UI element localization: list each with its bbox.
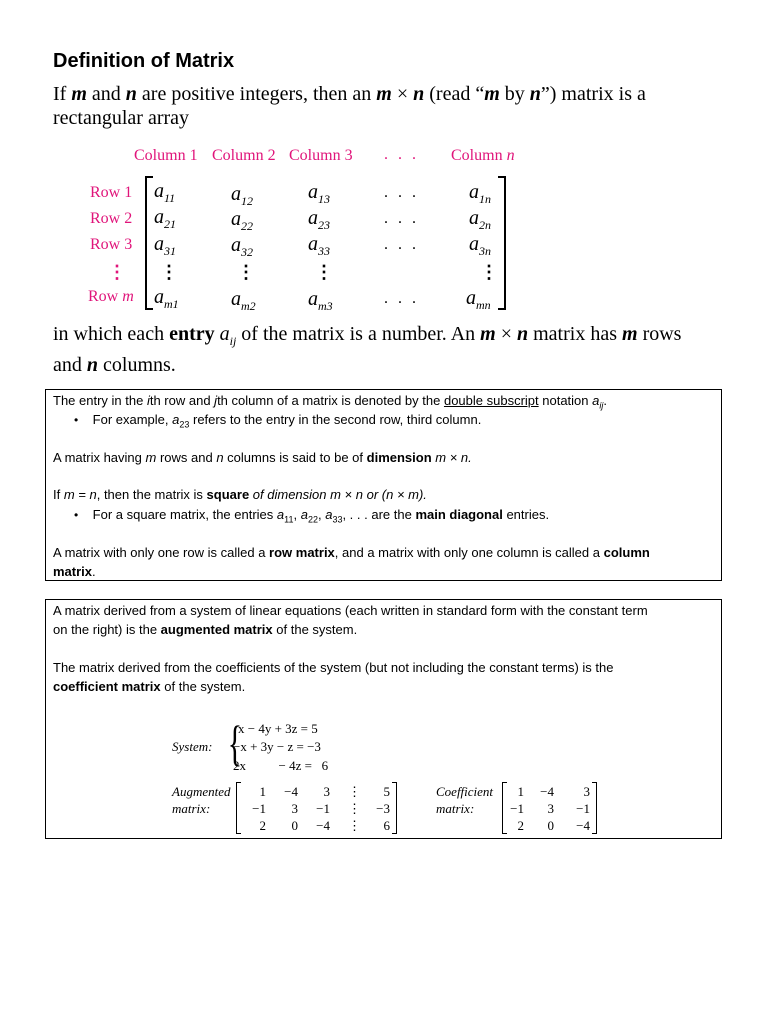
vdots-coln: ⋮: [480, 262, 498, 282]
bullet-example: • For example, $a_{23}$ refers to the entry in the second row, third column.: [74, 412, 482, 430]
system-eq-2: −x + 3y − z = −3: [233, 739, 321, 754]
aug-r3c1: 2: [259, 818, 266, 833]
aug-r2c1: −1: [252, 801, 266, 816]
entry-notation-line: The entry in the ith row and jth column of a matrix is denoted by the double subscript notation $a_{ij}$.: [53, 393, 607, 411]
row2-hdots: . . .: [384, 210, 419, 227]
aug-r1c4: 5: [383, 784, 390, 799]
column-header-ellipsis: . . .: [384, 146, 419, 163]
entry-am1: $a_{m1}$: [154, 286, 179, 311]
entry-a11: $a_{11}$: [154, 180, 176, 205]
aug-r2c2: 3: [291, 801, 298, 816]
column-matrix-line: matrix.: [53, 564, 96, 579]
system-label: System:: [172, 739, 213, 754]
augmented-left-bracket: [236, 782, 241, 834]
row3-hdots: . . .: [384, 236, 419, 253]
coef-r1c3: 3: [583, 784, 590, 799]
row-label-vdots: ⋮: [108, 262, 126, 282]
augmented-label-1: Augmented: [172, 784, 231, 799]
entry-amn: $a_{mn}$: [466, 287, 491, 312]
entry-a31: $a_{31}$: [154, 233, 176, 258]
bullet-main-diagonal: • For a square matrix, the entries $a_{11}$, $a_{22}$, $a_{33}$, . . . are the main diagonal entries.: [74, 507, 550, 525]
aug-r2c3: −1: [316, 801, 330, 816]
vdots-col3: ⋮: [315, 262, 333, 282]
augmented-right-bracket: [392, 782, 397, 834]
entry-a33: $a_{33}$: [308, 233, 330, 258]
augmented-label-2: matrix:: [172, 801, 211, 816]
row-label-1: Row 1: [90, 184, 133, 201]
entry-paragraph: in which each entry $a_{ij}$ of the matrix is a number. An m × n matrix has m rows and n columns.: [53, 323, 682, 376]
system-eq-1: x − 4y + 3z = 5: [238, 721, 318, 736]
aug-r1c2: −4: [284, 784, 298, 799]
entry-a1n: $a_{1n}$: [469, 181, 491, 206]
column-header-1: Column 1: [134, 147, 198, 164]
row-label-m: Row m: [88, 288, 134, 305]
column-header-3: Column 3: [289, 147, 353, 164]
dimension-line: A matrix having m rows and n columns is said to be of dimension m × n.: [53, 450, 472, 465]
entry-a22: $a_{22}$: [231, 208, 253, 233]
coef-r3c2: 0: [547, 818, 554, 833]
column-header-n: Column n: [451, 147, 515, 164]
row-label-3: Row 3: [90, 236, 133, 253]
system-eq-3: 2x − 4z = 6: [233, 758, 329, 773]
matrix-right-bracket: [498, 176, 506, 310]
coef-r3c3: −4: [576, 818, 590, 833]
square-line: If m = n, then the matrix is square of dimension m × n or (n × m).: [53, 487, 427, 502]
entry-a32: $a_{32}$: [231, 234, 253, 259]
definitions-box: [45, 389, 722, 581]
entry-a12: $a_{12}$: [231, 183, 253, 208]
entry-a23: $a_{23}$: [308, 207, 330, 232]
vdots-col2: ⋮: [237, 262, 255, 282]
entry-a21: $a_{21}$: [154, 206, 176, 231]
entry-a2n: $a_{2n}$: [469, 207, 491, 232]
system-brace: {: [227, 715, 243, 771]
coef-r1c2: −4: [540, 784, 554, 799]
intro-paragraph: If m and n are positive integers, then an m × n (read “m by n”) matrix is a rectangular array: [53, 83, 646, 129]
coefficient-line-2: coefficient matrix of the system.: [53, 679, 246, 694]
vdots-col1: ⋮: [160, 262, 178, 282]
row1-hdots: . . .: [384, 184, 419, 201]
entry-am2: $a_{m2}$: [231, 288, 256, 313]
aug-r2-sep: ⋮: [348, 801, 361, 816]
coefficient-label-2: matrix:: [436, 801, 475, 816]
coef-r2c3: −1: [576, 801, 590, 816]
aug-r3c3: −4: [316, 818, 330, 833]
column-header-2: Column 2: [212, 147, 276, 164]
augmented-box: [45, 599, 722, 839]
coef-r1c1: 1: [517, 784, 524, 799]
coef-r3c1: 2: [517, 818, 524, 833]
aug-r3c2: 0: [291, 818, 298, 833]
coefficient-right-bracket: [592, 782, 597, 834]
row-matrix-line: A matrix with only one row is called a row matrix, and a matrix with only one column is called a column: [53, 545, 650, 560]
row-label-2: Row 2: [90, 210, 133, 227]
entry-a3n: $a_{3n}$: [469, 233, 491, 258]
aug-r1c1: 1: [259, 784, 266, 799]
entry-am3: $a_{m3}$: [308, 288, 333, 313]
augmented-line-2: on the right) is the augmented matrix of the system.: [53, 622, 358, 637]
coef-r2c2: 3: [547, 801, 554, 816]
augmented-line-1: A matrix derived from a system of linear equations (each written in standard form with the constant term: [53, 603, 648, 618]
coefficient-left-bracket: [502, 782, 507, 834]
coefficient-line-1: The matrix derived from the coefficients of the system (but not including the constant terms) is the: [53, 660, 614, 675]
aug-r2c4: −3: [376, 801, 390, 816]
page-title: Definition of Matrix: [53, 50, 235, 72]
aug-r1-sep: ⋮: [348, 784, 361, 799]
matrix-left-bracket: [145, 176, 153, 310]
coef-r2c1: −1: [510, 801, 524, 816]
aug-r3-sep: ⋮: [348, 818, 361, 833]
aug-r3c4: 6: [383, 818, 390, 833]
aug-r1c3: 3: [323, 784, 330, 799]
coefficient-label-1: Coefficient: [436, 784, 494, 799]
rowm-hdots: . . .: [384, 290, 419, 307]
entry-a13: $a_{13}$: [308, 181, 330, 206]
